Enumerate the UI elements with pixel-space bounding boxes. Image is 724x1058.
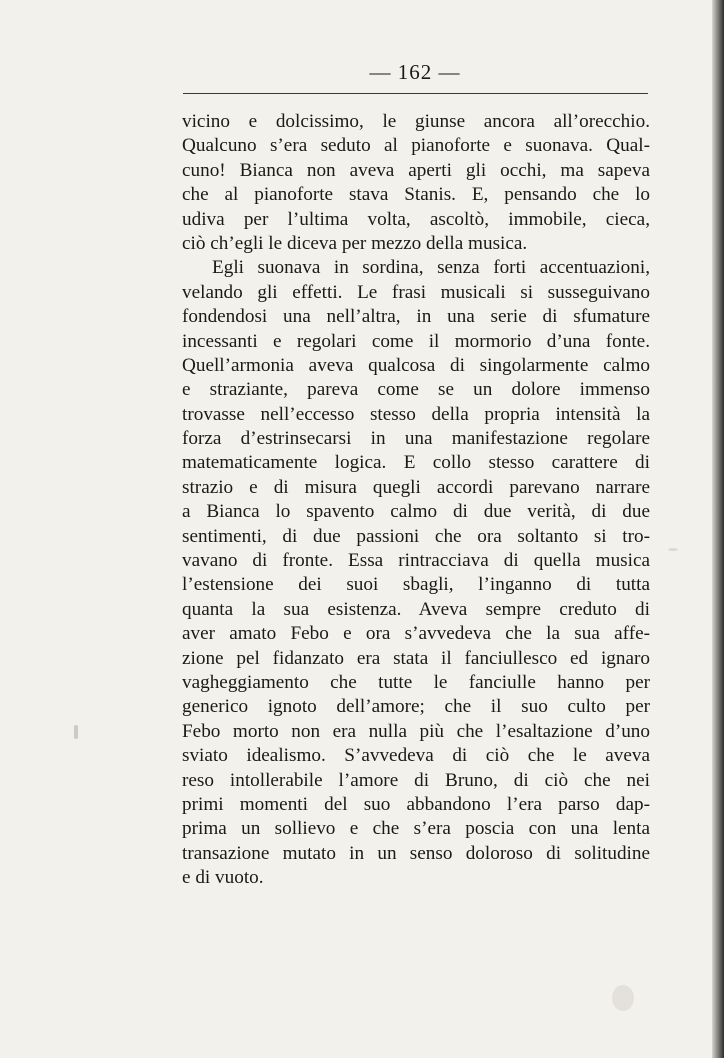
text-line: fondendosi una nell’altra, in una serie di sfumature xyxy=(182,306,650,328)
body-text xyxy=(182,110,650,891)
text-line: vicino e dolcissimo, le giunse ancora all’orecchio. xyxy=(182,111,650,132)
paper-speck xyxy=(74,725,78,739)
page-binding-edge xyxy=(712,0,724,1058)
text-line: Egli suonava in sordina, senza forti accentuazioni, xyxy=(212,257,650,279)
paper-speck xyxy=(668,548,678,551)
text-line: velando gli effetti. Le frasi musicali si susseguivano xyxy=(182,281,650,303)
text-line: generico ignoto dell’amore; che il suo culto per xyxy=(182,696,650,718)
text-line: Qualcuno s’era seduto al pianoforte e suonava. Qual- xyxy=(182,135,650,157)
paper-speck xyxy=(612,985,634,1011)
paragraph-1 xyxy=(182,110,650,256)
text-line: prima un sollievo e che s’era poscia con una lenta xyxy=(182,818,650,840)
text-line: Quell’armonia aveva qualcosa di singolarmente calmo xyxy=(182,354,650,376)
text-line: matematicamente logica. E collo stesso carattere di xyxy=(182,452,650,474)
text-line: primi momenti del suo abbandono l’era parso dap- xyxy=(182,793,650,815)
text-line: quanta la sua esistenza. Aveva sempre creduto di xyxy=(182,598,650,620)
text-line: strazio e di misura quegli accordi parevano narrare xyxy=(182,476,650,498)
text-line: e di vuoto. xyxy=(182,867,264,889)
text-line: cuno! Bianca non aveva aperti gli occhi, ma sapeva xyxy=(182,159,650,181)
text-line: sentimenti, di due passioni che ora soltanto si tro- xyxy=(182,525,650,547)
text-line: zione pel fidanzato era stata il fanciullesco ed ignaro xyxy=(182,647,650,669)
text-line: l’estensione dei suoi sbagli, l’inganno di tutta xyxy=(182,574,650,596)
text-line: Febo morto non era nulla più che l’esaltazione d’uno xyxy=(182,720,650,742)
paragraph-2 xyxy=(182,256,650,890)
text-line: che al pianoforte stava Stanis. E, pensando che lo xyxy=(182,184,650,206)
text-line: ciò ch’egli le diceva per mezzo della musica. xyxy=(182,232,528,254)
text-line: trovasse nell’eccesso stesso della propria intensità la xyxy=(182,403,650,425)
text-line: udiva per l’ultima volta, ascoltò, immobile, cieca, xyxy=(182,208,650,230)
header-rule xyxy=(183,93,648,94)
text-line: sviato idealismo. S’avvedeva di ciò che le aveva xyxy=(182,745,650,767)
text-line: incessanti e regolari come il mormorio d’una fonte. xyxy=(182,330,650,352)
text-line: reso intollerabile l’amore di Bruno, di ciò che nei xyxy=(182,769,650,791)
text-line: transazione mutato in un senso doloroso di solitudine xyxy=(182,842,650,864)
page-number: — 162 — xyxy=(369,60,461,84)
text-line: forza d’estrinsecarsi in una manifestazione regolare xyxy=(182,428,650,450)
text-line: vagheggiamento che tutte le fanciulle hanno per xyxy=(182,671,650,693)
text-line: e straziante, pareva come se un dolore immenso xyxy=(182,379,650,401)
text-line: a Bianca lo spavento calmo di due verità, di due xyxy=(182,501,650,523)
text-line: aver amato Febo e ora s’avvedeva che la sua affe- xyxy=(182,623,650,645)
text-line: vavano di fronte. Essa rintracciava di quella musica xyxy=(182,550,650,572)
